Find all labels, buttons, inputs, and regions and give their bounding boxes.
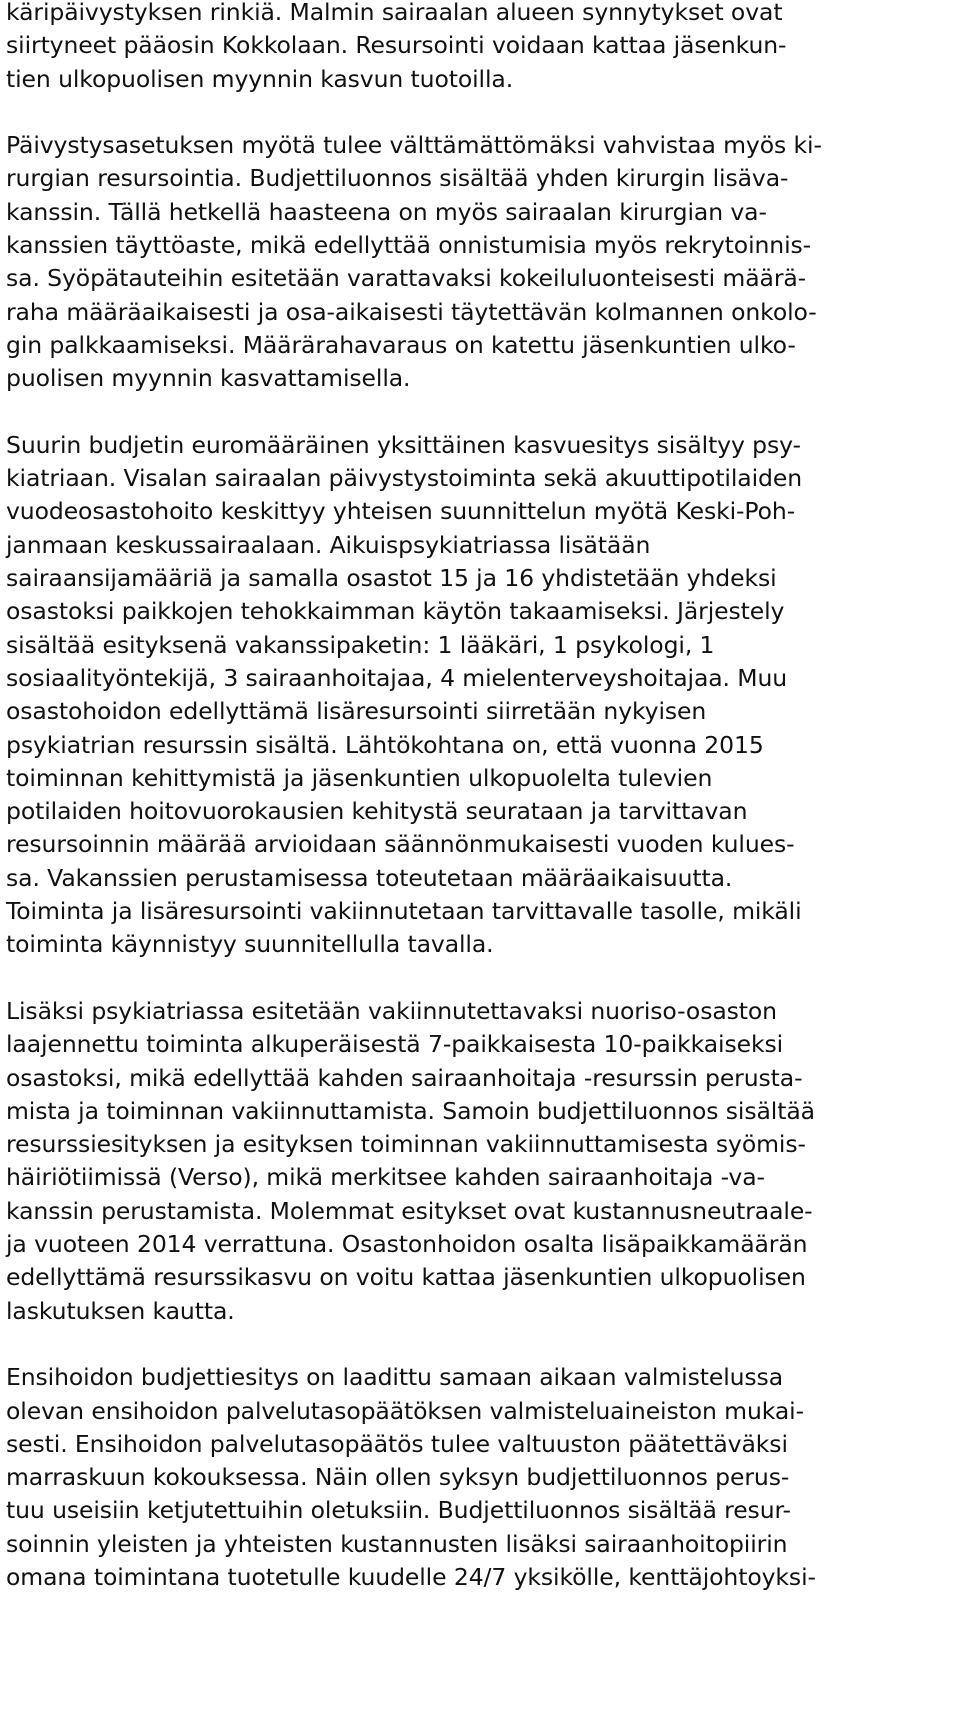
text-line: häiriötiimissä (Verso), mikä merkitsee kahden sairaanhoitaja -va- [6,1163,765,1192]
text-line: olevan ensihoidon palvelutasopäätöksen valmisteluaineiston mukai- [6,1396,804,1425]
text-line: toiminta käynnistyy suunnitellulla tavalla. [6,930,494,959]
text-line: puolisen myynnin kasvattamisella. [6,364,411,393]
paragraph [6,1361,816,1594]
text-line: osastoksi paikkojen tehokkaimman käytön takaamiseksi. Järjestely [6,597,785,626]
text-line: sa. Syöpätauteihin esitetään varattavaksi kokeiluluonteisesti määrä- [6,264,807,293]
text-line: Lisäksi psykiatriassa esitetään vakiinnutettavaksi nuoriso-osaston [6,997,777,1025]
text-line: gin palkkaamiseksi. Määrärahavaraus on katettu jäsenkuntien ulko- [6,330,796,359]
text-line: potilaiden hoitovuorokausien kehitystä seurataan ja tarvittavan [6,797,748,826]
text-line: Toiminta ja lisäresursointi vakiinnutetaan tarvittavalle tasolle, mikäli [6,897,802,926]
text-line: Ensihoidon budjettiesitys on laadittu samaan aikaan valmistelussa [6,1363,783,1392]
text-line: kanssien täyttöaste, mikä edellyttää onnistumisia myös rekrytoinnis- [6,231,812,260]
text-line: resurssiesityksen ja esityksen toiminnan vakiinnuttamisesta syömis- [6,1130,806,1159]
text-line: sairaansijamääriä ja samalla osastot 15 ja 16 yhdistetään yhdeksi [6,564,777,593]
text-line: Päivystysasetuksen myötä tulee välttämättömäksi vahvistaa myös ki- [6,131,822,160]
text-line: mista ja toiminnan vakiinnuttamista. Samoin budjettiluonnos sisältää [6,1096,815,1125]
text-line: sisältää esityksenä vakanssipaketin: 1 lääkäri, 1 psykologi, 1 [6,630,715,659]
text-line: vuodeosastohoito keskittyy yhteisen suunnittelun myötä Keski-Poh- [6,497,796,526]
text-line: soinnin yleisten ja yhteisten kustannusten lisäksi sairaanhoitopiirin [6,1529,788,1558]
text-line: edellyttämä resurssikasvu on voitu kattaa jäsenkuntien ulkopuolisen [6,1263,806,1292]
paragraph [6,0,786,96]
text-line: laajennettu toiminta alkuperäisestä 7-paikkaisesta 10-paikkaiseksi [6,1030,784,1059]
text-line: siirtyneet pääosin Kokkolaan. Resursointi voidaan kattaa jäsenkun- [6,31,787,60]
text-line: omana toimintana tuotetulle kuudelle 24/7 yksikölle, kenttäjohtoyksi- [6,1563,816,1592]
text-line: sa. Vakanssien perustamisessa toteutetaan määräaikaisuutta. [6,863,733,892]
text-line: käripäivystyksen rinkiä. Malmin sairaalan alueen synnytykset ovat [6,0,783,26]
text-line: marraskuun kokouksessa. Näin ollen syksyn budjettiluonnos perus- [6,1463,790,1492]
paragraph [6,129,822,395]
text-line: psykiatrian resurssin sisältä. Lähtökohtana on, että vuonna 2015 [6,730,764,759]
paragraph [6,429,802,962]
text-line: tuu useisiin ketjutettuihin oletuksiin. Budjettiluonnos sisältää resur- [6,1496,791,1525]
text-line: osastoksi, mikä edellyttää kahden sairaanhoitaja -resurssin perusta- [6,1063,803,1092]
text-line: tien ulkopuolisen myynnin kasvun tuotoilla. [6,64,514,93]
text-line: sesti. Ensihoidon palvelutasopäätös tulee valtuuston päätettäväksi [6,1429,788,1458]
paragraph [6,995,815,1328]
text-line: kanssin. Tällä hetkellä haasteena on myös sairaalan kirurgian va- [6,197,767,226]
text-line: kiatriaan. Visalan sairaalan päivystystoiminta sekä akuuttipotilaiden [6,464,802,493]
text-line: resursoinnin määrää arvioidaan säännönmukaisesti vuoden kulues- [6,830,795,859]
text-line: kanssin perustamista. Molemmat esitykset ovat kustannusneutraale- [6,1196,813,1225]
text-line: raha määräaikaisesti ja osa-aikaisesti täytettävän kolmannen onkolo- [6,297,817,326]
text-line: rurgian resursointia. Budjettiluonnos sisältää yhden kirurgin lisäva- [6,164,789,193]
text-line: ja vuoteen 2014 verrattuna. Osastonhoidon osalta lisäpaikkamäärän [6,1230,808,1259]
text-line: janmaan keskussairaalaan. Aikuispsykiatriassa lisätään [6,530,651,559]
text-line: toiminnan kehittymistä ja jäsenkuntien ulkopuolelta tulevien [6,763,713,792]
text-line: Suurin budjetin euromääräinen yksittäinen kasvuesitys sisältyy psy- [6,430,801,459]
text-line: osastohoidon edellyttämä lisäresursointi siirretään nykyisen [6,697,707,726]
text-line: laskutuksen kautta. [6,1296,235,1325]
text-line: sosiaalityöntekijä, 3 sairaanhoitajaa, 4 mielenterveyshoitajaa. Muu [6,663,788,692]
